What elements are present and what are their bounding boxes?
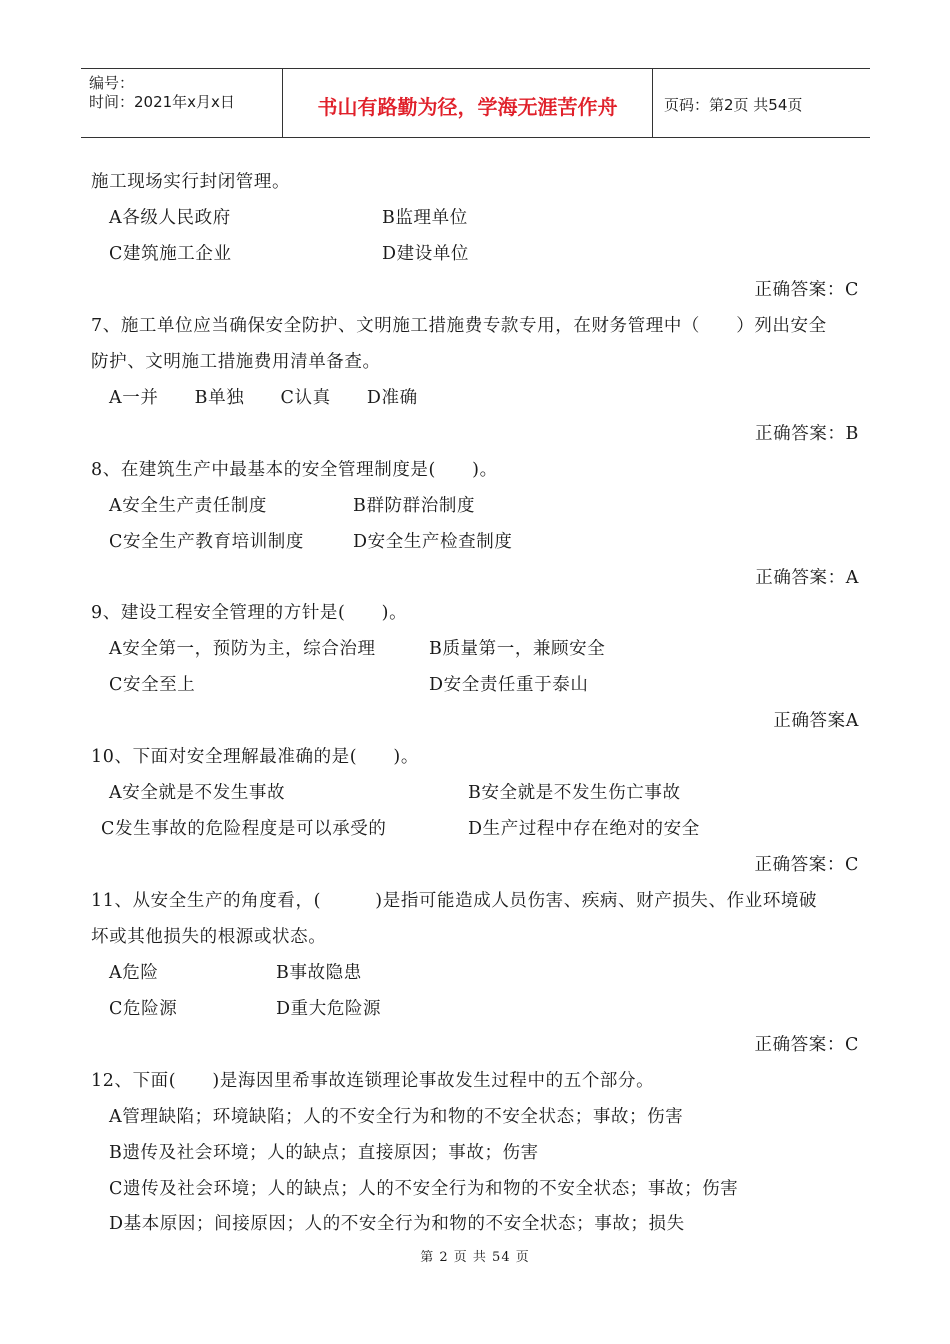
option-a: A各级人民政府: [109, 208, 231, 228]
question-7-cont: 防护、文明施工措施费用清单备查。: [91, 352, 381, 372]
question-12: 12、下面( )是海因里希事故连锁理论事故发生过程中的五个部分。: [91, 1071, 655, 1091]
option-d: D生产过程中存在绝对的安全: [468, 819, 700, 839]
option-d: D基本原因；间接原因；人的不安全行为和物的不安全状态；事故；损失: [109, 1214, 685, 1234]
option-c: C安全至上: [109, 675, 196, 695]
option-a: A安全生产责任制度: [109, 496, 268, 516]
answer-line: 正确答案：C: [754, 1035, 859, 1055]
question-8: 8、在建筑生产中最基本的安全管理制度是( )。: [91, 460, 498, 480]
option-c: C发生事故的危险程度是可以承受的: [101, 819, 387, 839]
doc-date: 时间：2021年x月x日: [89, 93, 235, 111]
question-7-options: A一并 B单独 C认真 D准确: [109, 388, 418, 408]
header-motto: 书山有路勤为径，学海无涯苦作舟: [283, 69, 653, 137]
answer-line: 正确答案：B: [755, 424, 859, 444]
option-b: B安全就是不发生伤亡事故: [468, 783, 681, 803]
question-11-cont: 坏或其他损失的根源或状态。: [91, 927, 327, 947]
option-c: C安全生产教育培训制度: [109, 532, 304, 552]
answer-line: 正确答案：C: [754, 855, 859, 875]
answer-line: 正确答案A: [773, 711, 859, 731]
option-b: B群防群治制度: [353, 496, 476, 516]
option-c: C危险源: [109, 999, 178, 1019]
page-footer: 第 2 页 共 54 页: [420, 1250, 530, 1265]
option-b: B事故隐患: [276, 963, 362, 983]
option-d: D重大危险源: [276, 999, 382, 1019]
option-b: B遗传及社会环境；人的缺点；直接原因；事故；伤害: [109, 1143, 539, 1163]
doc-id-label: 编号：: [89, 74, 135, 92]
answer-line: 正确答案：A: [755, 568, 859, 588]
option-a: A安全就是不发生事故: [109, 783, 286, 803]
option-a: A管理缺陷；环境缺陷；人的不安全行为和物的不安全状态；事故；伤害: [109, 1107, 684, 1127]
header-page-info: 页码：第2页 共54页: [664, 95, 803, 114]
answer-line: 正确答案：C: [754, 280, 859, 300]
question-10: 10、下面对安全理解最准确的是( )。: [91, 747, 419, 767]
page-header: [81, 68, 870, 138]
option-d: D安全责任重于泰山: [429, 675, 589, 695]
question-7: 7、施工单位应当确保安全防护、文明施工措施费专款专用，在财务管理中（ ）列出安全: [91, 316, 827, 336]
option-d: D建设单位: [382, 244, 470, 264]
option-b: B监理单位: [382, 208, 468, 228]
question-11: 11、从安全生产的角度看，( )是指可能造成人员伤害、疾病、财产损失、作业环境破: [91, 891, 818, 911]
option-c: C建筑施工企业: [109, 244, 232, 264]
question-9: 9、建设工程安全管理的方针是( )。: [91, 603, 408, 623]
option-a: A安全第一，预防为主，综合治理: [109, 639, 376, 659]
text-line: 施工现场实行封闭管理。: [91, 172, 291, 192]
option-d: D安全生产检查制度: [353, 532, 513, 552]
header-meta-cell: [81, 69, 283, 137]
option-c: C遗传及社会环境；人的缺点；人的不安全行为和物的不安全状态；事故；伤害: [109, 1179, 739, 1199]
option-b: B质量第一，兼顾安全: [429, 639, 606, 659]
option-a: A危险: [109, 963, 159, 983]
